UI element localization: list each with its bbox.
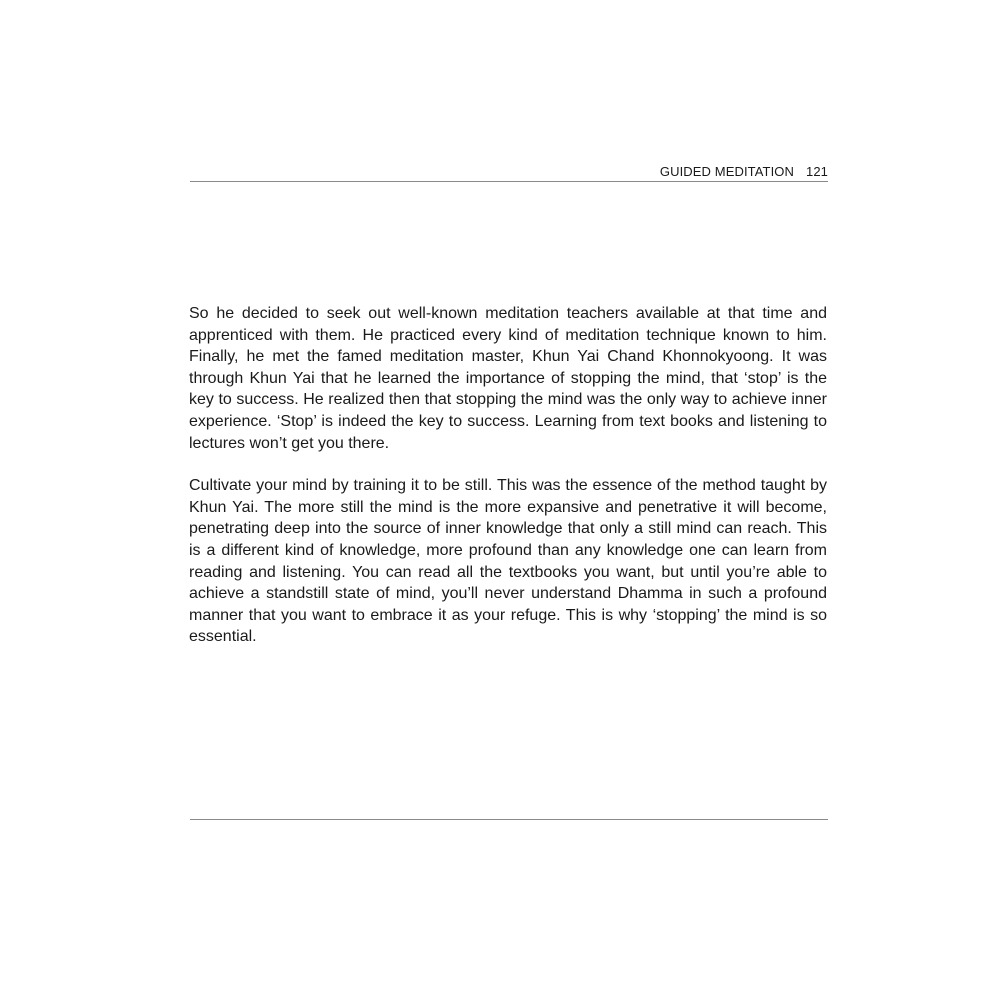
body-text [189, 303, 827, 648]
footer-rule [190, 819, 828, 820]
paragraph: So he decided to seek out well-known meditation teachers available at that time and apprenticed with them. He practiced every kind of meditation technique known to him. Finally, he met the famed meditation master, Khun Yai Chand Khonnokyoong. It was through Khun Yai that he learned the importance of stopping the mind, that ‘stop’ is the key to success. He realized then that stopping the mind was the only way to achieve inner experience. ‘Stop’ is indeed the key to success. Learning from text books and listening to lectures won’t get you there. [189, 305, 827, 452]
running-head-title: GUIDED MEDITATION [659, 164, 794, 179]
paragraph: Cultivate your mind by training it to be still. This was the essence of the method taught by Khun Yai. The more still the mind is the more expansive and penetrative it will become, penetrating deep into the source of inner knowledge that only a still mind can reach. This is a different kind of knowledge, more profound than any knowledge one can learn from reading and listening. You can read all the textbooks you want, but until you’re able to achieve a standstill state of mind, you’ll never understand Dhamma in such a profound manner that you want to embrace it as your refuge. This is why ‘stopping’ the mind is so essential. [189, 477, 827, 646]
page-number: 121 [806, 164, 828, 179]
header-rule [190, 181, 828, 182]
running-head [190, 164, 828, 180]
